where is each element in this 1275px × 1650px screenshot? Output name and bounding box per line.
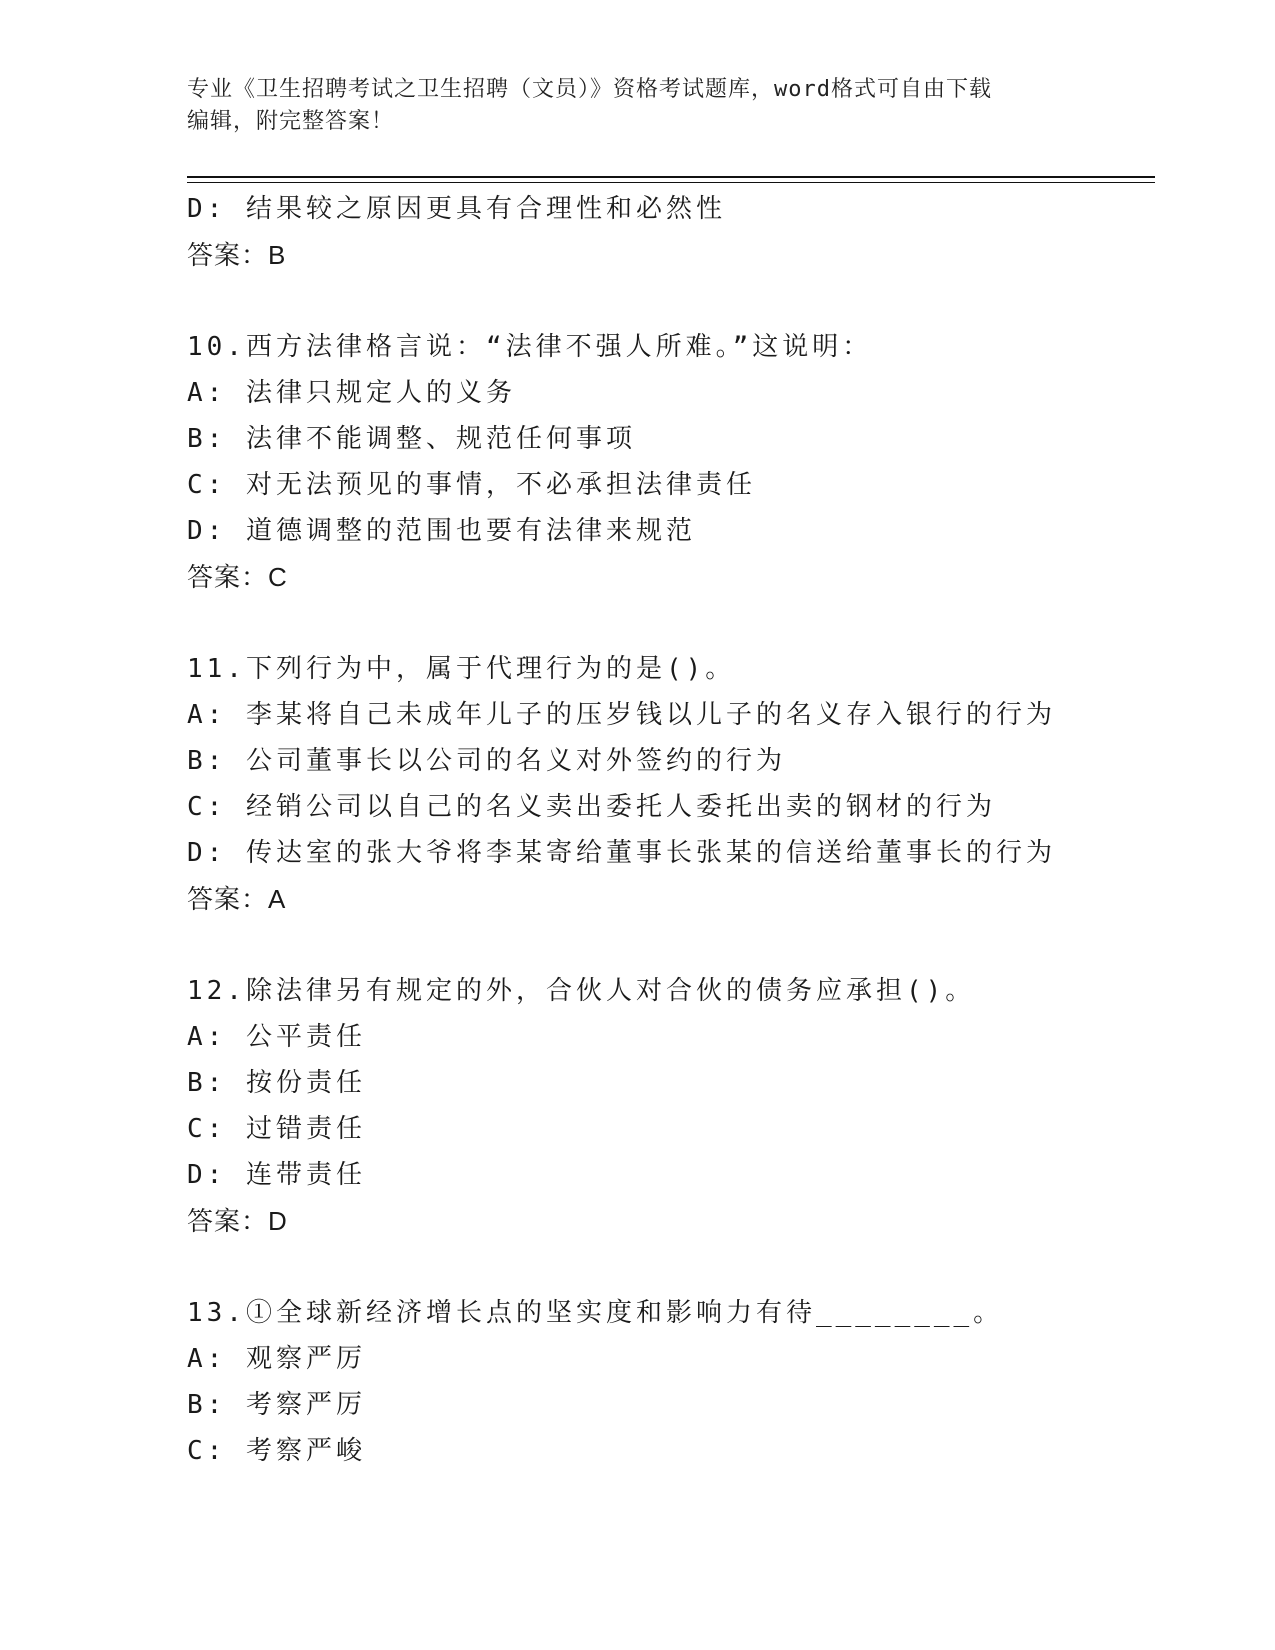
header-line-2: 编辑，附完整答案！ — [187, 109, 395, 134]
option-a: A: 公平责任 — [187, 1022, 366, 1052]
question-stem: 12.除法律另有规定的外，合伙人对合伙的债务应承担()。 — [187, 976, 976, 1006]
option-b: B: 公司董事长以公司的名义对外签约的行为 — [187, 746, 786, 776]
option-c: C: 考察严峻 — [187, 1436, 366, 1466]
spacer — [187, 600, 1147, 646]
option-d: D: 结果较之原因更具有合理性和必然性 — [187, 194, 726, 224]
answer: 答案：C — [187, 562, 288, 592]
question-13 — [187, 1290, 1147, 1474]
answer: 答案：A — [187, 884, 287, 914]
header-line-1: 专业《卫生招聘考试之卫生招聘（文员）》资格考试题库，word格式可自由下载 — [187, 77, 992, 102]
option-a: A: 观察严厉 — [187, 1344, 366, 1374]
question-10 — [187, 324, 1147, 600]
spacer — [187, 922, 1147, 968]
question-11 — [187, 646, 1147, 922]
question-stem: 13.①全球新经济增长点的坚实度和影响力有待________。 — [187, 1298, 1004, 1328]
document-header — [187, 74, 1087, 138]
header-rule-thin — [187, 182, 1155, 183]
option-b: B: 考察严厉 — [187, 1390, 366, 1420]
option-a: A: 法律只规定人的义务 — [187, 378, 516, 408]
option-b: B: 法律不能调整、规范任何事项 — [187, 424, 636, 454]
spacer — [187, 1244, 1147, 1290]
option-d: D: 连带责任 — [187, 1160, 366, 1190]
option-d: D: 传达室的张大爷将李某寄给董事长张某的信送给董事长的行为 — [187, 838, 1056, 868]
answer: 答案：D — [187, 1206, 288, 1236]
question-9-continued — [187, 186, 1147, 278]
header-rule-thick — [187, 176, 1155, 178]
spacer — [187, 278, 1147, 324]
option-b: B: 按份责任 — [187, 1068, 366, 1098]
answer: 答案：B — [187, 240, 287, 270]
option-c: C: 对无法预见的事情，不必承担法律责任 — [187, 470, 756, 500]
option-c: C: 经销公司以自己的名义卖出委托人委托出卖的钢材的行为 — [187, 792, 996, 822]
option-c: C: 过错责任 — [187, 1114, 366, 1144]
question-stem: 11.下列行为中，属于代理行为的是()。 — [187, 654, 736, 684]
option-d: D: 道德调整的范围也要有法律来规范 — [187, 516, 696, 546]
question-stem: 10.西方法律格言说：“法律不强人所难。”这说明： — [187, 332, 873, 362]
question-12 — [187, 968, 1147, 1244]
option-a: A: 李某将自己未成年儿子的压岁钱以儿子的名义存入银行的行为 — [187, 700, 1056, 730]
question-list — [187, 186, 1147, 1474]
